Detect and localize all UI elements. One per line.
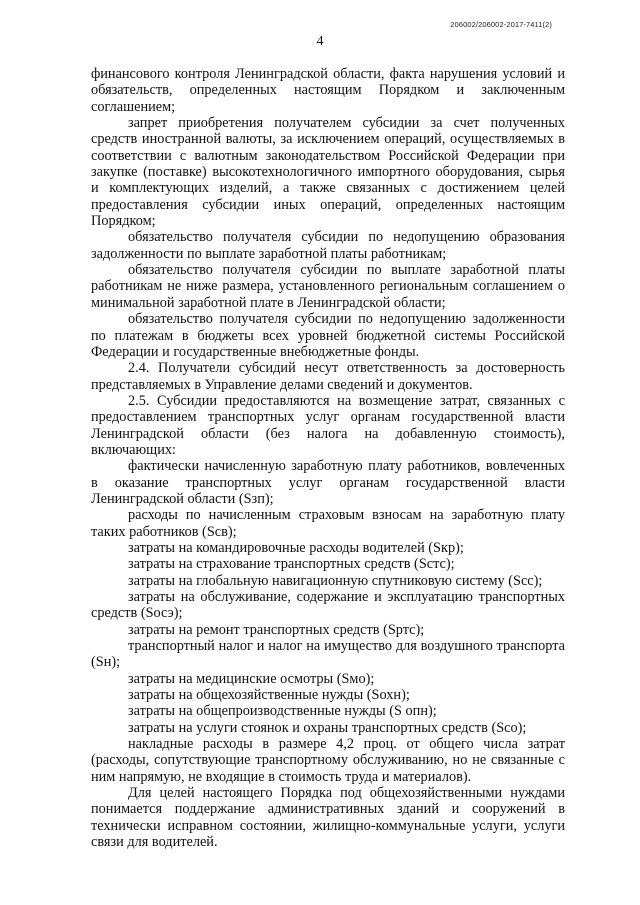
paragraph: расходы по начисленным страховым взносам на заработную плату таких работников (Sсв); <box>91 507 565 540</box>
paragraph: 2.5. Субсидии предоставляются на возмещение затрат, связанных с предоставлением транспортных услуг органам государственной власти Ленинградской области (без налога на добавленную стоимость), включающих: <box>91 392 565 458</box>
paragraph: затраты на общепроизводственные нужды (S опн); <box>128 703 437 720</box>
paragraph: 2.4. Получатели субсидий несут ответственность за достоверность представляемых в Управление делами сведений и документов. <box>91 360 565 393</box>
paragraph: затраты на общехозяйственные нужды (Sохн); <box>128 687 410 704</box>
paragraph: затраты на командировочные расходы водителей (Sкр); <box>128 539 464 556</box>
paragraph: обязательство получателя субсидии по выплате заработной платы работникам не ниже размера, установленного региональным соглашением о минимальной заработной плате в Ленинградской области; <box>91 262 565 311</box>
paragraph: транспортный налог и налог на имущество для воздушного транспорта (Sн); <box>91 638 565 671</box>
paragraph: накладные расходы в размере 4,2 проц. от общего числа затрат (расходы, сопутствующие транспортному обслуживанию, но не связанные с ним напрямую, не входящие в стоимость труда и материалов). <box>91 736 565 785</box>
paragraph: затраты на ремонт транспортных средств (Sртс); <box>128 621 425 638</box>
page-number: 4 <box>316 34 324 49</box>
paragraph: запрет приобретения получателем субсидии за счет полученных средств иностранной валюты, за исключением операций, осуществляемых в соответствии с валютным законодательством Российской Федерации при закупке (поставке) высокотехнологичного импортного оборудования, сырья и комплектующих изделий, а также связанных с достижением целей предоставления субсидии иных операций, определенных настоящим Порядком; <box>91 115 565 230</box>
paragraph: затраты на обслуживание, содержание и эксплуатацию транспортных средств (Sосэ); <box>91 589 565 622</box>
paragraph: обязательство получателя субсидии по недопущению задолженности по платежам в бюджеты всех уровней бюджетной системы Российской Федерации и государственные внебюджетные фонды. <box>91 311 565 360</box>
paragraph: затраты на глобальную навигационную спутниковую систему (Sсс); <box>128 572 543 589</box>
paragraph: затраты на страхование транспортных средств (Sстс); <box>128 556 455 573</box>
paragraph: затраты на услуги стоянок и охраны транспортных средств (Sсо); <box>128 719 527 736</box>
paragraph: Для целей настоящего Порядка под общехозяйственными нуждами понимается поддержание административных зданий и сооружений в технически исправном состоянии, жилищно-коммунальные услуги, услуги связи для водителей. <box>91 785 565 851</box>
paragraph: финансового контроля Ленинградской области, факта нарушения условий и обязательств, определенных настоящим Порядком и заключенным соглашением; <box>91 66 565 115</box>
paragraph: фактически начисленную заработную плату работников, вовлеченных в оказание транспортных услуг органам государственной власти Ленинградской области (Sзп); <box>91 458 565 507</box>
paragraph: обязательство получателя субсидии по недопущению образования задолженности по выплате заработной платы работникам; <box>91 229 565 262</box>
document-body <box>91 66 565 851</box>
paragraph: затраты на медицинские осмотры (Sмо); <box>128 670 375 687</box>
document-code: 206002/206002-2017-7411(2) <box>450 20 552 29</box>
